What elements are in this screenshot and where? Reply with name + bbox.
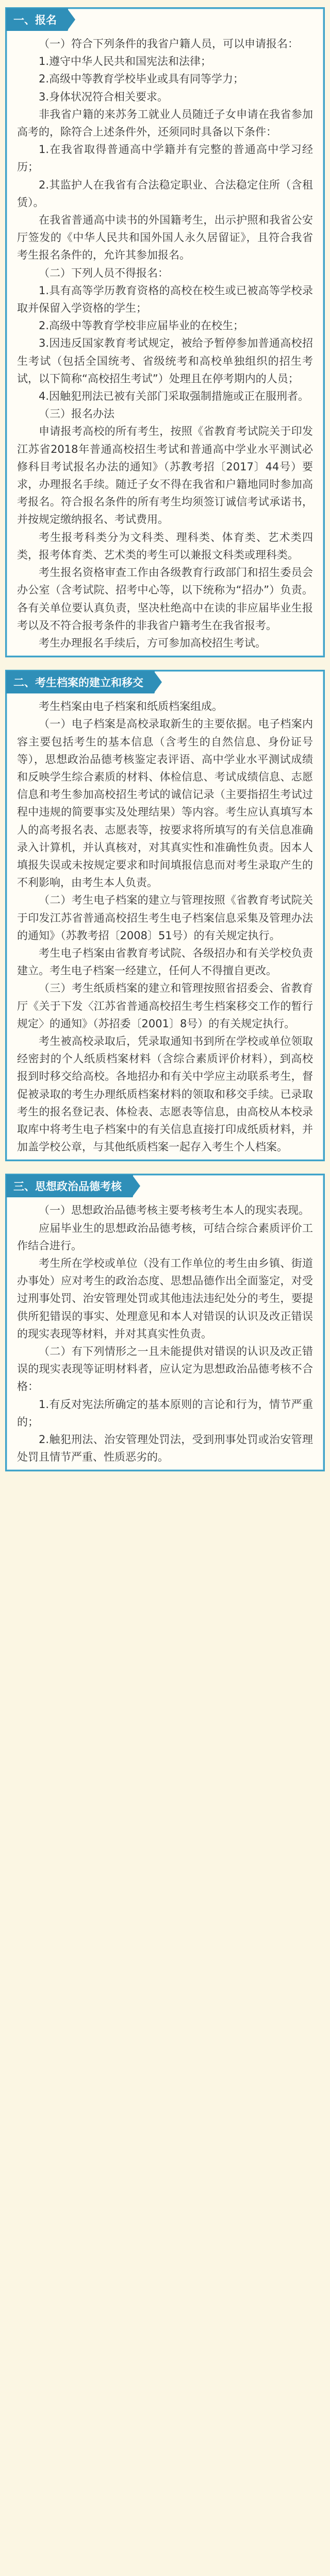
paragraph: 考生办理报名手续后，方可参加高校招生考试。 xyxy=(39,636,266,649)
paragraph: 3.身体状况符合相关要求。 xyxy=(39,90,169,103)
paragraph: 考生报名资格审查工作由各级教育行政部门和招生委员会办公室（含考试院、招考中心等，以下统称为“招办”）负责。各有关单位要认真负责，坚决杜绝高中在读的非应届毕业生报考以及不符合报考条件的非我省户籍考生在我省报考。 xyxy=(17,566,313,632)
paragraph: 2.触犯刑法、治安管理处罚法，受到刑事处罚或治安管理处罚且情节严重、性质恶劣的。 xyxy=(17,1433,313,1464)
paragraph: 考生报考科类分为文科类、理科类、体育类、艺术类四类，报考体育类、艺术类的考生可以兼报文科类或理科类。 xyxy=(17,531,313,561)
section-body xyxy=(7,693,323,1156)
paragraph: （二）考生电子档案的建立与管理按照《省教育考试院关于印发江苏省普通高校招生考生电子档案信息采集及管理办法的通知》（苏教考招〔2008〕51号）的有关规定执行。 xyxy=(17,894,313,942)
paragraph: 4.因触犯刑法已被有关部门采取强制措施或正在服刑者。 xyxy=(39,390,309,403)
section-body xyxy=(7,1197,323,1466)
paragraph: （二）有下列情形之一且未能提供对错误的认识及改正错误的现实表现等证明材料者，应认定为思想政治品德考核不合格： xyxy=(17,1345,313,1393)
paragraph: 非我省户籍的来苏务工就业人员随迁子女申请在我省参加高考的，除符合上述条件外，还须同时具备以下条件： xyxy=(17,108,313,139)
paragraph: （三）报名办法 xyxy=(39,408,114,420)
paragraph: 在我省普通高中读书的外国籍考生，出示护照和我省公安厅签发的《中华人民共和国外国人永久居留证》，且符合我省考生报名条件的，允许其参加报名。 xyxy=(17,214,313,262)
section-title: 一、报名 xyxy=(6,8,68,31)
section-header xyxy=(6,8,324,31)
section-archive-transfer xyxy=(5,670,325,1161)
paragraph: 考生所在学校或单位（没有工作单位的考生由乡镇、街道办事处）应对考生的政治态度、思想品德作出全面鉴定，对受过刑事处罚、治安管理处罚或其他违法违纪处分的考生，要提供所犯错误的事实、处理意见和本人对错误的认识及改正错误的现实表现等材料，并对其真实性负责。 xyxy=(17,1257,313,1340)
paragraph: （一）思想政治品德考核主要考核考生本人的现实表现。 xyxy=(39,1204,309,1217)
paragraph: 3.因违反国家教育考试规定，被给予暂停参加普通高校招生考试（包括全国统考、省级统考和高校单独组织的招生考试，以下简称“高校招生考试”）处理且在停考期内的人员； xyxy=(17,337,313,385)
paragraph: 1.具有高等学历教育资格的高校在校生或已被高等学校录取并保留入学资格的学生； xyxy=(17,284,313,315)
paragraph: 2.高级中等教育学校毕业或具有同等学力； xyxy=(39,73,244,86)
paragraph: 应届毕业生的思想政治品德考核，可结合综合素质评价工作结合进行。 xyxy=(17,1222,313,1252)
paragraph: （一）符合下列条件的我省户籍人员，可以申请报名： xyxy=(39,38,299,50)
section-registration xyxy=(5,7,325,657)
section-title: 三、思想政治品德考核 xyxy=(6,1175,133,1197)
paragraph: （三）考生纸质档案的建立和管理按照省招委会、省教育厅《关于下发〈江苏省普通高校招生考生档案移交工作的暂行规定〉的通知》（苏招委〔2001〕8号）的有关规定执行。 xyxy=(17,982,313,1030)
paragraph: 1.在我省取得普通高中学籍并有完整的普通高中学习经历； xyxy=(17,143,313,174)
paragraph: 考生电子档案由省教育考试院、各级招办和有关学校负责建立。考生电子档案一经建立，任何人不得擅自更改。 xyxy=(17,946,313,977)
section-moral-assessment xyxy=(5,1174,325,1471)
section-title-arrow xyxy=(133,1176,140,1196)
section-title-arrow xyxy=(68,10,75,29)
paragraph: 2.高级中等教育学校非应届毕业的在校生； xyxy=(39,319,244,332)
section-header xyxy=(6,671,324,693)
section-title-arrow xyxy=(155,672,162,692)
paragraph: （一）电子档案是高校录取新生的主要依据。电子档案内容主要包括考生的基本信息（含考生的自然信息、身份证号等），思想政治品德考核鉴定表评语、高中学业水平测试成绩和反映学生综合素质的材料、体检信息、考试成绩信息、志愿信息和考生参加高校招生考试的诚信记录（主要指招生考试过程中违规的简要事实及处理结果）等内容。考生应认真填写本人的高考报名表、志愿表等，按要求将所填写的有关信息准确录入计算机，并认真核对，对其真实性和准确性负责。因本人填报失误或未按规定要求和时间填报信息而对考生录取产生的不利影响，由考生本人负责。 xyxy=(17,718,313,889)
paragraph: （二）下列人员不得报名： xyxy=(39,266,169,279)
section-header xyxy=(6,1175,324,1197)
paragraph: 2.其监护人在我省有合法稳定职业、合法稳定住所（含租赁）。 xyxy=(17,178,313,209)
paragraph: 1.有反对宪法所确定的基本原则的言论和行为，情节严重的； xyxy=(17,1398,313,1428)
paragraph: 1.遵守中华人民共和国宪法和法律； xyxy=(39,55,212,68)
paragraph: 考生档案由电子档案和纸质档案组成。 xyxy=(39,700,223,713)
paragraph: 考生被高校录取后，凭录取通知书到所在学校或单位领取经密封的个人纸质档案材料（含综合素质评价材料），到高校报到时移交给高校。各地招办和有关中学应主动联系考生，督促被录取的考生办理纸质档案材料的领取和移交手续。已录取考生的报名登记表、体检表、志愿表等信息，由高校从本校录取库中将考生电子档案中的有关信息直接打印成纸质材料，并加盖学校公章，与其他纸质档案一起存入考生个人档案。 xyxy=(17,1035,313,1154)
paragraph: 申请报考高校的所有考生，按照《省教育考试院关于印发江苏省2018年普通高校招生考试和普通高中学业水平测试必修科目考试报名办法的通知》（苏教考招〔2017〕44号）要求，办理报名手续。随迁子女不得在我省和户籍地同时参加高考报名。符合报名条件的所有考生均须签订诚信考试承诺书，并按规定缴纳报名、考试费用。 xyxy=(17,425,313,526)
section-body xyxy=(7,31,323,652)
section-title: 二、考生档案的建立和移交 xyxy=(6,671,155,693)
